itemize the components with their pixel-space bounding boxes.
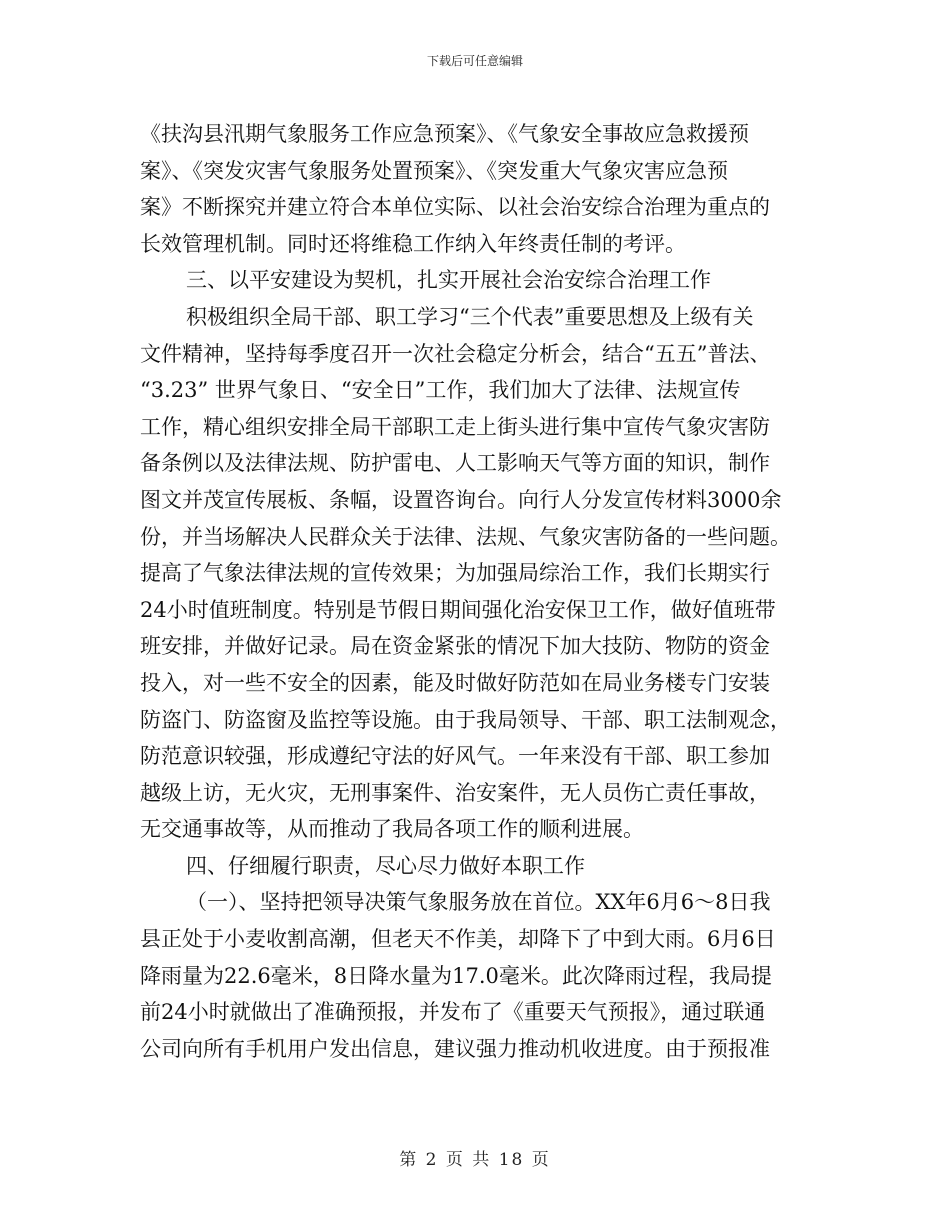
page-footer: 第 2 页 共 18 页 bbox=[399, 1150, 551, 1170]
text-line: 《扶沟县汛期气象服务工作应急预案》、《气象安全事故应急救援预 bbox=[140, 122, 749, 146]
section-heading: 四、仔细履行职责，尽心尽力做好本职工作 bbox=[186, 853, 585, 878]
text-line: 越级上访，无火灾，无刑事案件、治安案件，无人员伤亡责任事故， bbox=[140, 780, 770, 805]
text-line: 降雨量为22.6毫米，8日降水量为17.0毫米。此次降雨过程，我局提 bbox=[140, 963, 772, 988]
text-line: 份，并当场解决人民群众关于法律、法规、气象灾害防备的一些问题。 bbox=[140, 524, 791, 549]
text-line: 工作，精心组织安排全局干部职工走上街头进行集中宣传气象灾害防 bbox=[140, 414, 770, 439]
page-header: 下载后可任意编辑 bbox=[426, 54, 523, 68]
text-line: 防盗门、防盗窗及监控等设施。由于我局领导、干部、职工法制观念， bbox=[140, 707, 791, 732]
section-heading: 三、以平安建设为契机，扎实开展社会治安综合治理工作 bbox=[186, 268, 711, 293]
text-line: 备条例以及法律法规、防护雷电、人工影响天气等方面的知识，制作 bbox=[140, 451, 770, 476]
text-line: 投入，对一些不安全的因素，能及时做好防范如在局业务楼专门安装 bbox=[140, 670, 770, 695]
text-line: 案》不断探究并建立符合本单位实际、以社会治安综合治理为重点的 bbox=[140, 195, 770, 220]
text-line: （一）、坚持把领导决策气象服务放在首位。XX年6月6～8日我 bbox=[186, 890, 771, 915]
text-line: 班安排，并做好记录。局在资金紧张的情况下加大技防、物防的资金 bbox=[140, 634, 770, 659]
text-line: 公司向所有手机用户发出信息，建议强力推动机收进度。由于预报准 bbox=[140, 1036, 770, 1061]
text-line: 积极组织全局干部、职工学习“三个代表”重要思想及上级有关 bbox=[186, 304, 754, 329]
text-line: 提高了气象法律法规的宣传效果；为加强局综治工作，我们长期实行 bbox=[140, 561, 770, 586]
text-line: 长效管理机制。同时还将维稳工作纳入年终责任制的考评。 bbox=[140, 231, 686, 256]
text-line: “3.23” 世界气象日、“安全日”工作，我们加大了法律、法规宣传 bbox=[140, 378, 741, 403]
text-line: 文件精神，坚持每季度召开一次社会稳定分析会，结合“五五”普法、 bbox=[140, 341, 771, 366]
text-line: 防范意识较强，形成遵纪守法的好风气。一年来没有干部、职工参加 bbox=[140, 744, 770, 769]
text-line: 县正处于小麦收割高潮，但老天不作美，却降下了中到大雨。6月6日 bbox=[140, 927, 776, 952]
text-line: 图文并茂宣传展板、条幅，设置咨询台。向行人分发宣传材料3000余 bbox=[140, 487, 782, 512]
text-line: 无交通事故等，从而推动了我局各项工作的顺利进展。 bbox=[140, 817, 644, 842]
text-line: 24小时值班制度。特别是节假日期间强化治安保卫工作，做好值班带 bbox=[140, 597, 776, 622]
text-line: 前24小时就做出了准确预报，并发布了《重要天气预报》，通过联通 bbox=[140, 1000, 766, 1025]
document-body bbox=[140, 116, 812, 1067]
text-line: 案》、《突发灾害气象服务处置预案》、《突发重大气象灾害应急预 bbox=[140, 158, 728, 183]
